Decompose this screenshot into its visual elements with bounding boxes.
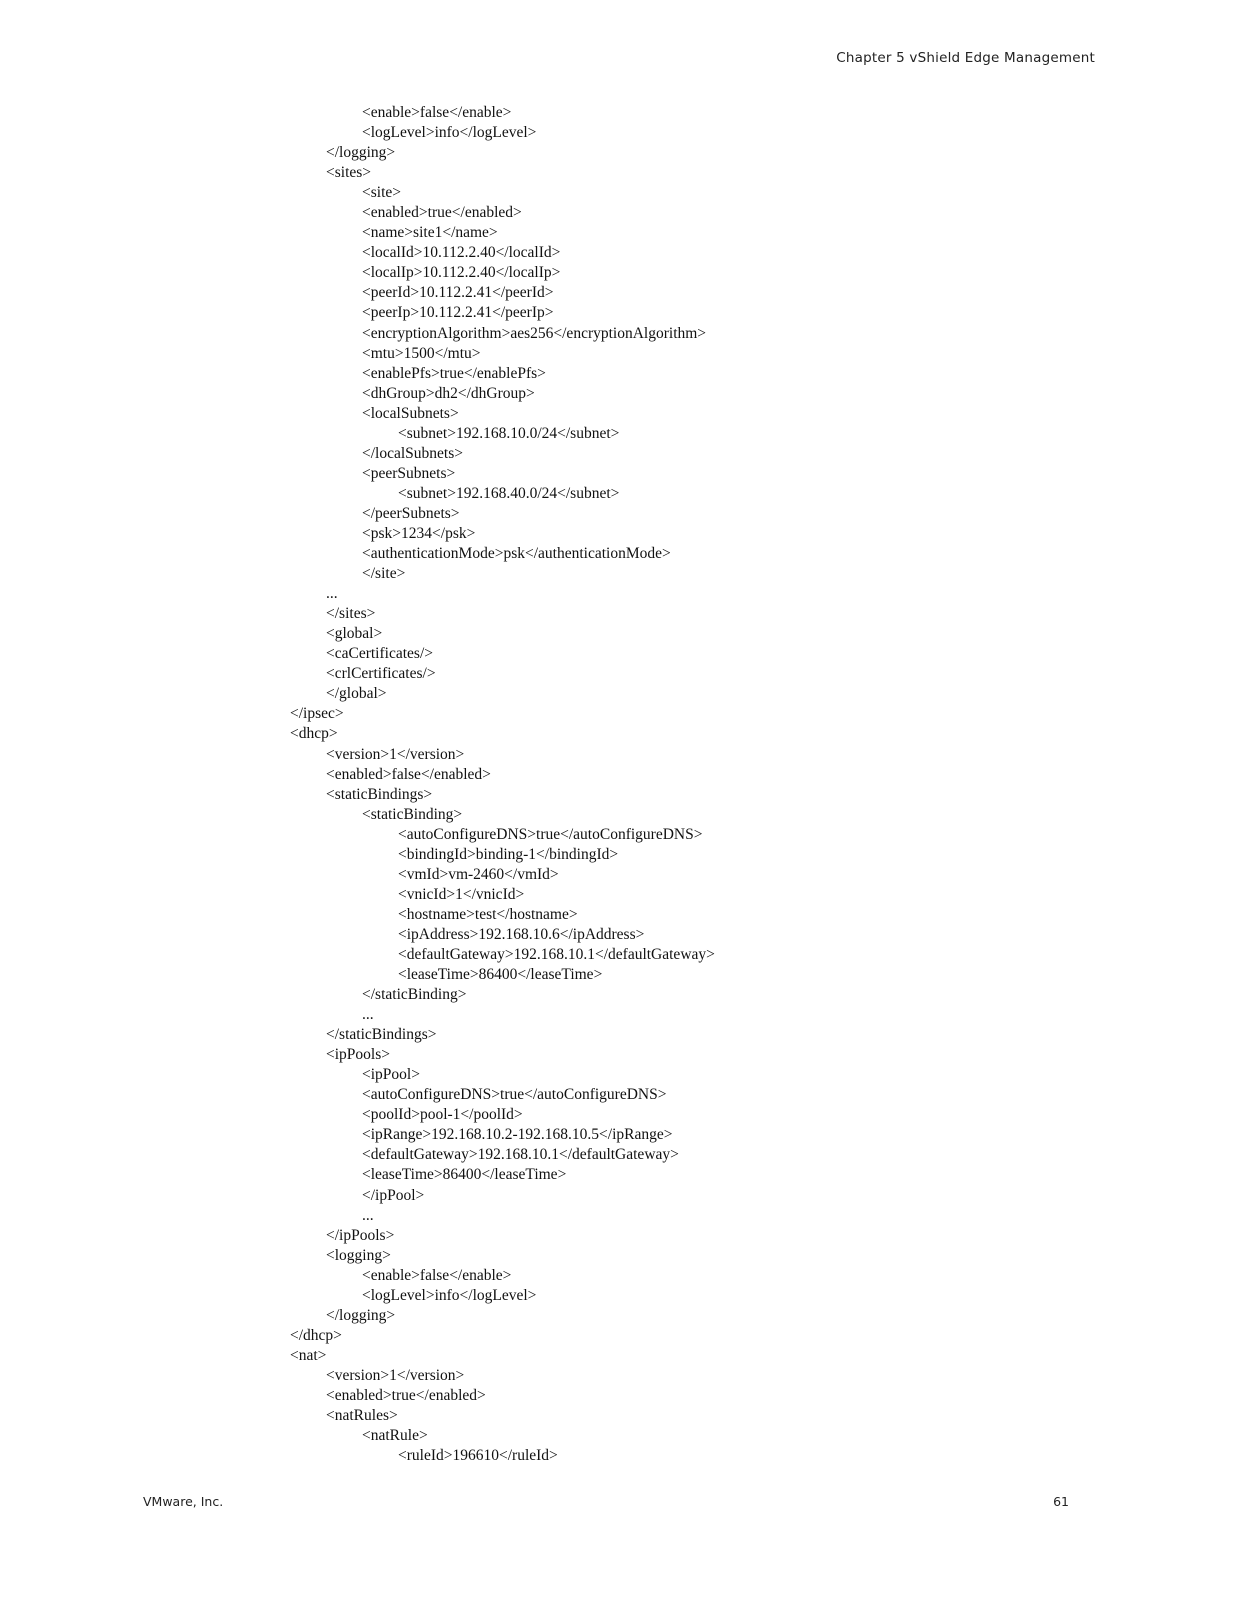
code-line: <autoConfigureDNS>true</autoConfigureDNS> bbox=[398, 825, 703, 843]
code-line: <enablePfs>true</enablePfs> bbox=[362, 364, 546, 382]
code-line: </ipPools> bbox=[326, 1226, 395, 1244]
code-line: <hostname>test</hostname> bbox=[398, 905, 578, 923]
code-line: <dhcp> bbox=[290, 725, 338, 743]
code-line: <natRule> bbox=[362, 1427, 428, 1445]
code-line: <defaultGateway>192.168.10.1</defaultGateway> bbox=[362, 1146, 679, 1164]
code-line: ... bbox=[362, 1206, 374, 1224]
code-line: <subnet>192.168.40.0/24</subnet> bbox=[398, 484, 620, 502]
code-line: <psk>1234</psk> bbox=[362, 524, 476, 542]
code-line: <staticBindings> bbox=[326, 785, 433, 803]
code-line: <subnet>192.168.10.0/24</subnet> bbox=[398, 424, 620, 442]
code-line: <localSubnets> bbox=[362, 404, 459, 422]
code-line: ... bbox=[326, 585, 338, 603]
code-line: <logging> bbox=[326, 1246, 391, 1264]
code-line: </localSubnets> bbox=[362, 444, 463, 462]
code-line: <version>1</version> bbox=[326, 745, 465, 763]
code-line: <peerId>10.112.2.41</peerId> bbox=[362, 284, 554, 302]
code-line: <authenticationMode>psk</authenticationMode> bbox=[362, 545, 671, 563]
code-line: <leaseTime>86400</leaseTime> bbox=[362, 1166, 567, 1184]
code-line: </site> bbox=[362, 565, 406, 583]
code-line: <ruleId>196610</ruleId> bbox=[398, 1447, 558, 1465]
code-line: <localId>10.112.2.40</localId> bbox=[362, 244, 561, 262]
code-line: <version>1</version> bbox=[326, 1366, 465, 1384]
code-line: <site> bbox=[362, 184, 402, 202]
code-line: <poolId>pool-1</poolId> bbox=[362, 1106, 523, 1124]
code-line: <vmId>vm-2460</vmId> bbox=[398, 865, 559, 883]
code-line: <encryptionAlgorithm>aes256</encryptionAlgorithm> bbox=[362, 324, 707, 342]
page-number: 61 bbox=[1053, 1494, 1069, 1509]
code-line: </staticBinding> bbox=[362, 986, 467, 1004]
code-line: <peerIp>10.112.2.41</peerIp> bbox=[362, 304, 554, 322]
code-line: <enabled>true</enabled> bbox=[326, 1387, 486, 1404]
code-line: <ipPools> bbox=[326, 1046, 390, 1064]
code-line: <peerSubnets> bbox=[362, 464, 456, 482]
code-line: <ipAddress>192.168.10.6</ipAddress> bbox=[398, 925, 645, 943]
code-line: <sites> bbox=[326, 164, 372, 182]
code-line: </staticBindings> bbox=[326, 1026, 437, 1044]
code-line: <ipRange>192.168.10.2-192.168.10.5</ipRange> bbox=[362, 1126, 673, 1144]
code-line: </dhcp> bbox=[290, 1326, 342, 1344]
code-line: <caCertificates/> bbox=[326, 645, 433, 663]
code-line: </global> bbox=[326, 685, 387, 703]
code-line: </ipsec> bbox=[290, 705, 344, 723]
code-line: <logLevel>info</logLevel> bbox=[362, 124, 537, 142]
code-line: <crlCertificates/> bbox=[326, 665, 436, 683]
code-line: <autoConfigureDNS>true</autoConfigureDNS> bbox=[362, 1086, 667, 1104]
code-line: </logging> bbox=[326, 144, 396, 162]
code-line: <mtu>1500</mtu> bbox=[362, 344, 481, 362]
code-line: <natRules> bbox=[326, 1407, 398, 1425]
code-line: <leaseTime>86400</leaseTime> bbox=[398, 966, 603, 984]
code-line: <enable>false</enable> bbox=[362, 1266, 512, 1284]
code-line: <logLevel>info</logLevel> bbox=[362, 1286, 537, 1304]
code-line: <enable>false</enable> bbox=[362, 104, 512, 121]
code-line: <ipPool> bbox=[362, 1066, 420, 1084]
code-line: <enabled>true</enabled> bbox=[362, 204, 522, 222]
xml-code-block bbox=[290, 103, 715, 1466]
code-line: <name>site1</name> bbox=[362, 224, 498, 242]
code-line: <nat> bbox=[290, 1346, 327, 1364]
chapter-header: Chapter 5 vShield Edge Management bbox=[836, 50, 1095, 66]
code-line: </sites> bbox=[326, 605, 376, 623]
code-line: </ipPool> bbox=[362, 1186, 425, 1204]
code-line: <bindingId>binding-1</bindingId> bbox=[398, 845, 619, 863]
footer-company: VMware, Inc. bbox=[143, 1494, 224, 1509]
code-line: <localIp>10.112.2.40</localIp> bbox=[362, 264, 561, 282]
code-line: </logging> bbox=[326, 1306, 396, 1324]
code-line: <dhGroup>dh2</dhGroup> bbox=[362, 384, 535, 402]
code-line: <defaultGateway>192.168.10.1</defaultGateway> bbox=[398, 945, 715, 963]
code-line: <staticBinding> bbox=[362, 805, 463, 823]
code-line: <global> bbox=[326, 625, 383, 643]
code-line: <enabled>false</enabled> bbox=[326, 765, 491, 783]
code-line: <vnicId>1</vnicId> bbox=[398, 885, 525, 903]
code-line: ... bbox=[362, 1006, 374, 1024]
code-line: </peerSubnets> bbox=[362, 504, 460, 522]
